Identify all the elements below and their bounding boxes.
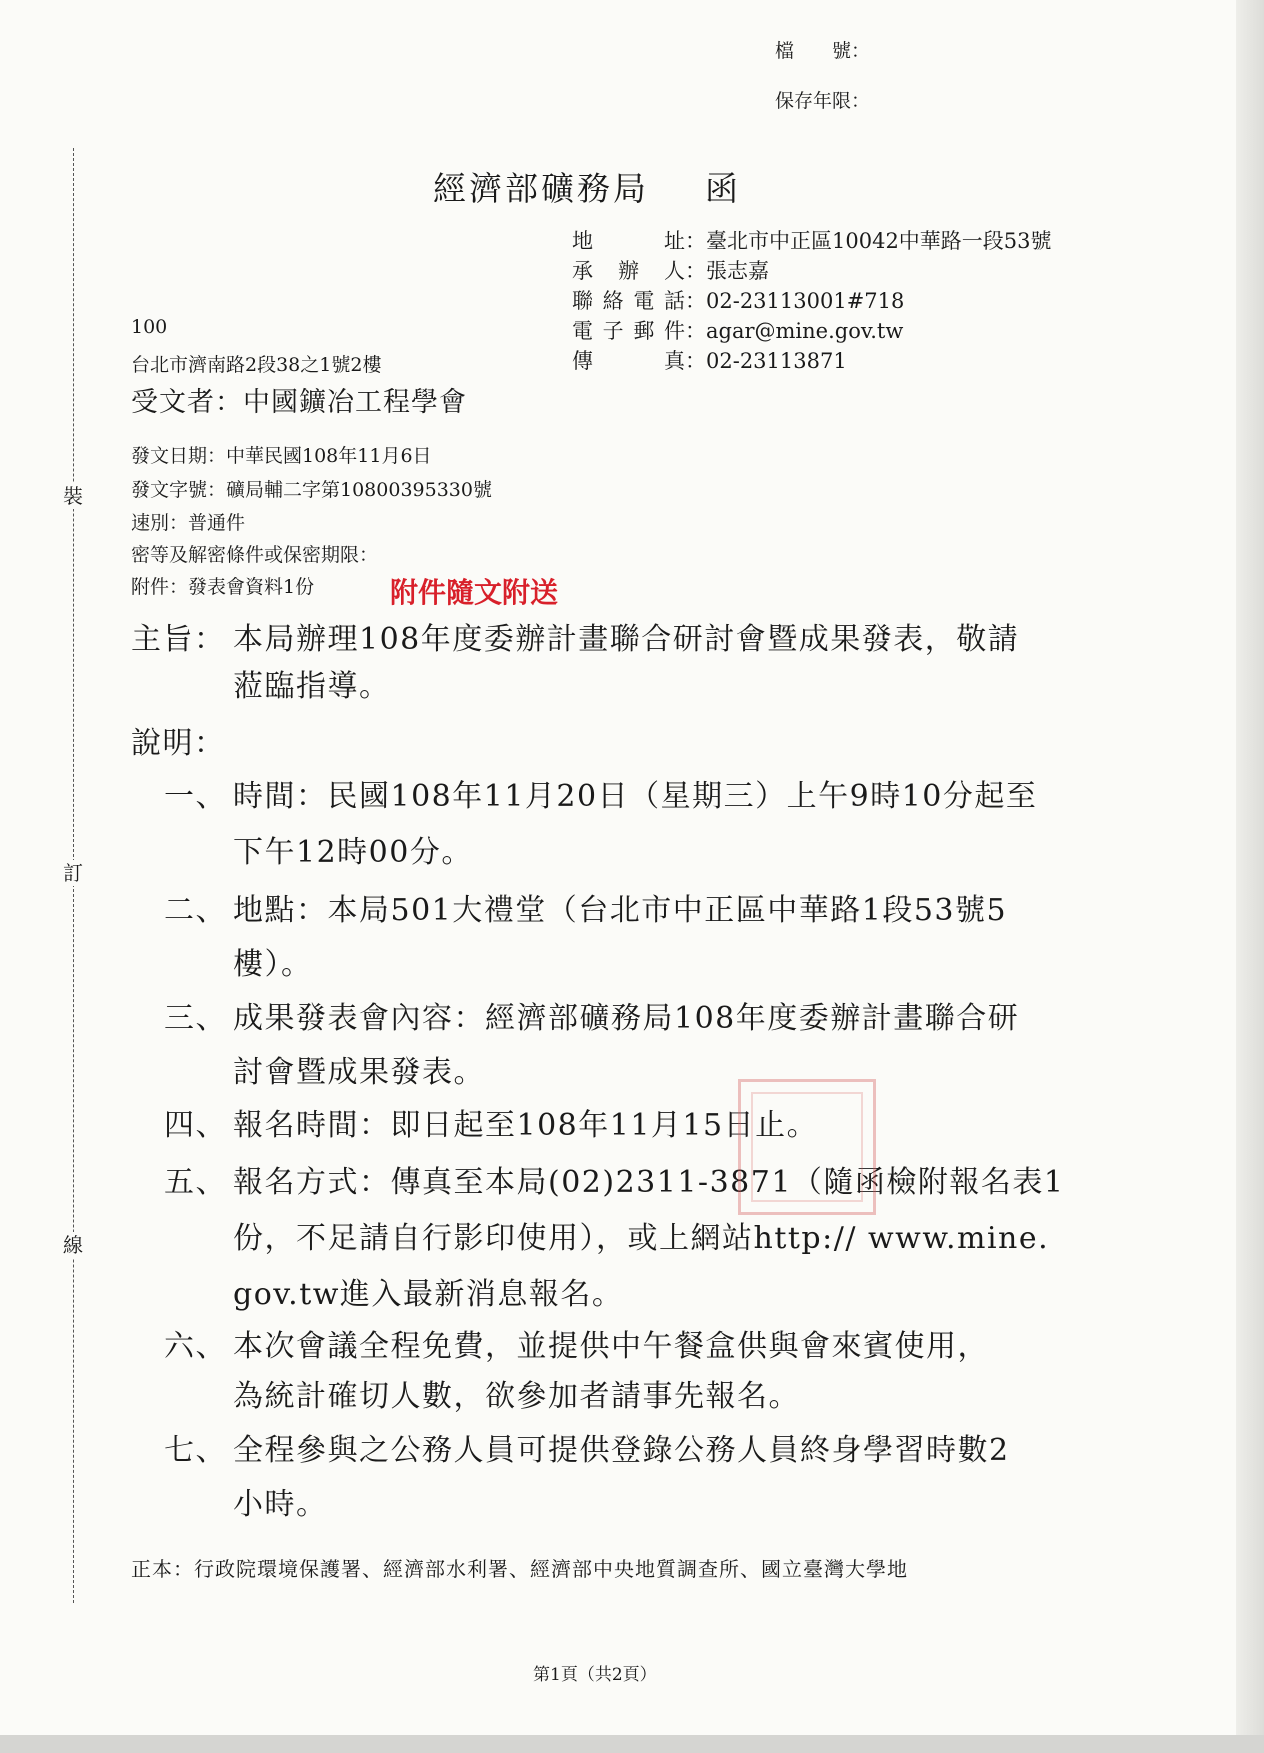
item-4-line-1: 報名時間：即日起至108年11月15日止。 xyxy=(233,1108,819,1143)
item-1-line-1: 時間：民國108年11月20日（星期三）上午9時10分起至 xyxy=(233,779,1038,814)
recipient-postcode: 100 xyxy=(131,316,168,338)
explain-label: 說明： xyxy=(131,726,226,761)
item-5-line-2: 份，不足請自行影印使用），或上網站http:// www.mine. xyxy=(233,1221,1050,1256)
page-number: 第1頁（共2頁） xyxy=(533,1665,657,1685)
binding-mark-bottom: 線 xyxy=(63,1233,83,1257)
subject-label: 主旨： xyxy=(131,622,226,657)
item-2-line-2: 樓）。 xyxy=(233,947,313,982)
carbon-copy-line: 正本：行政院環境保護署、經濟部水利署、經濟部中央地質調查所、國立臺灣大學地 xyxy=(131,1557,908,1581)
item-3-line-2: 討會暨成果發表。 xyxy=(233,1055,485,1090)
attachment-stamp: 附件隨文附送 xyxy=(390,576,559,609)
subject-line-2: 蒞臨指導。 xyxy=(233,669,391,704)
retention-label: 保存年限： xyxy=(775,90,871,112)
item-4-number: 四、 xyxy=(164,1108,227,1143)
attachment-info: 附件：發表會資料1份 xyxy=(131,576,315,598)
item-2-line-1: 地點：本局501大禮堂（台北市中正區中華路1段53號5 xyxy=(233,893,1008,928)
binding-mark-top: 裝 xyxy=(63,484,83,508)
delivery-speed: 速別：普通件 xyxy=(131,512,246,534)
scan-bottom-band xyxy=(0,1735,1264,1753)
item-5-line-1: 報名方式：傳真至本局(02)2311-3871（隨函檢附報名表1 xyxy=(233,1165,1065,1200)
item-1-number: 一、 xyxy=(164,779,227,814)
contact-phone: 聯絡電話：02-23113001#718 xyxy=(572,289,905,313)
item-5-number: 五、 xyxy=(164,1165,227,1200)
item-7-line-1: 全程參與之公務人員可提供登錄公務人員終身學習時數2 xyxy=(233,1433,1010,1468)
contact-fax: 傳真：02-23113871 xyxy=(572,349,847,373)
item-6-number: 六、 xyxy=(164,1329,227,1364)
contact-email: 電子郵件：agar@mine.gov.tw xyxy=(572,319,904,343)
issue-date: 發文日期：中華民國108年11月6日 xyxy=(131,445,432,467)
recipient-address: 台北市濟南路2段38之1號2樓 xyxy=(131,354,382,376)
file-number-label: 檔 號： xyxy=(775,40,871,62)
page-edge-shadow xyxy=(1236,0,1264,1753)
item-7-line-2: 小時。 xyxy=(233,1487,328,1522)
item-7-number: 七、 xyxy=(164,1433,227,1468)
item-3-number: 三、 xyxy=(164,1001,227,1036)
document-title xyxy=(433,163,741,210)
item-1-line-2: 下午12時00分。 xyxy=(233,835,473,870)
reference-number: 發文字號：礦局輔二字第10800395330號 xyxy=(131,479,492,501)
item-6-line-1: 本次會議全程免費，並提供中午餐盒供與會來賓使用， xyxy=(233,1329,989,1364)
official-seal xyxy=(738,1079,876,1215)
binding-mark-middle: 訂 xyxy=(63,861,83,885)
contact-officer: 承辦人：張志嘉 xyxy=(572,259,769,283)
contact-address: 地址：臺北市中正區10042中華路一段53號 xyxy=(572,229,1052,253)
item-2-number: 二、 xyxy=(164,893,227,928)
item-5-line-3: gov.tw進入最新消息報名。 xyxy=(233,1277,624,1312)
item-3-line-1: 成果發表會內容：經濟部礦務局108年度委辦計畫聯合研 xyxy=(233,1001,1020,1036)
document-type: 函 xyxy=(705,169,741,208)
recipient-line: 受文者：中國鑛冶工程學會 xyxy=(131,387,467,418)
subject-line-1: 本局辦理108年度委辦計畫聯合研討會暨成果發表，敬請 xyxy=(233,622,1020,657)
issuing-agency: 經濟部礦務局 xyxy=(433,169,649,208)
secrecy-level: 密等及解密條件或保密期限： xyxy=(131,544,379,566)
item-6-line-2: 為統計確切人數，欲參加者請事先報名。 xyxy=(233,1379,800,1414)
